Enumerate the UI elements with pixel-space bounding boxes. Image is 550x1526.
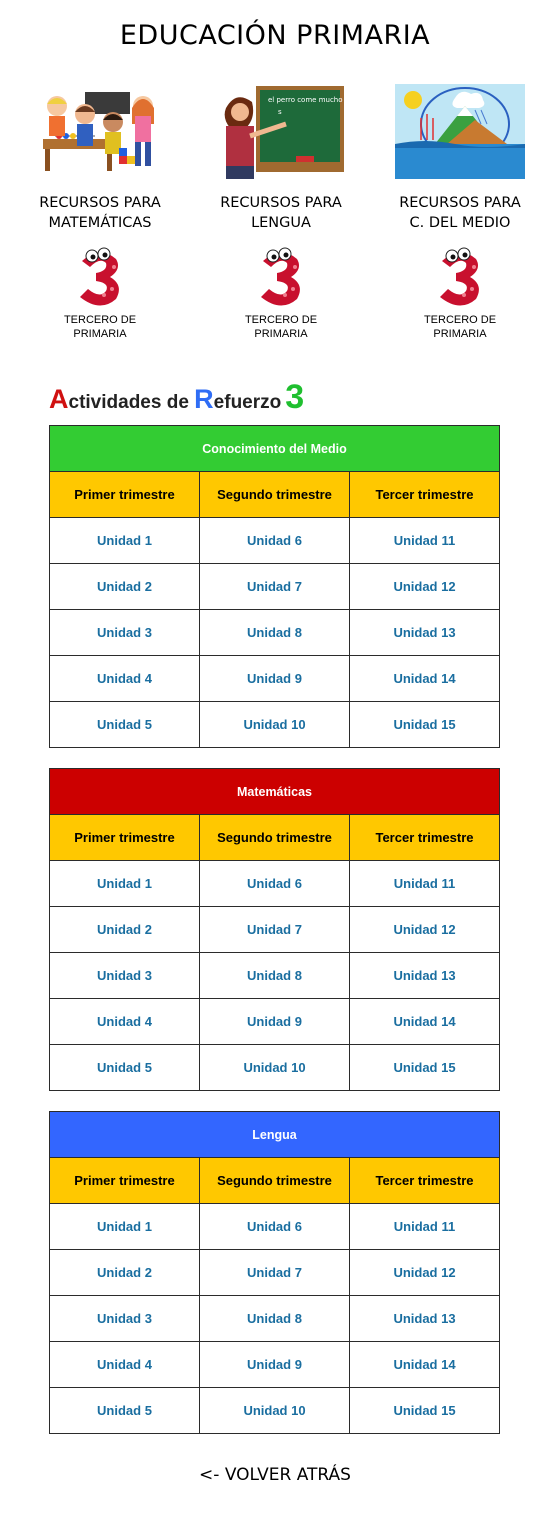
table-cell [350, 1296, 500, 1342]
table-cell [200, 1342, 350, 1388]
unit-link[interactable]: Unidad 8 [247, 967, 302, 983]
table-cell [350, 1045, 500, 1091]
table-cell [50, 1045, 200, 1091]
unit-link[interactable]: Unidad 1 [97, 875, 152, 891]
refuerzo-heading [49, 378, 304, 417]
unit-link[interactable]: Unidad 5 [97, 716, 152, 732]
table-cell [50, 564, 200, 610]
table-cell [350, 702, 500, 748]
heading-cap-r: R [194, 384, 214, 414]
unit-link[interactable]: Unidad 14 [393, 1356, 456, 1372]
unit-link[interactable]: Unidad 10 [243, 1059, 306, 1075]
number-three-icon[interactable] [74, 247, 126, 309]
unit-link[interactable]: Unidad 2 [97, 1264, 152, 1280]
heading-text-r: efuerzo [213, 392, 282, 413]
table-row [50, 1204, 500, 1250]
table-row [50, 1342, 500, 1388]
resource-label-matematicas[interactable]: RECURSOS PARA MATEMÁTICAS [39, 195, 161, 231]
table-lengua [49, 1111, 500, 1434]
unit-link[interactable]: Unidad 7 [247, 1264, 302, 1280]
table-cell [350, 564, 500, 610]
table-cell [50, 656, 200, 702]
resource-matematicas [20, 84, 180, 341]
table-cell [50, 1250, 200, 1296]
table-cell [200, 518, 350, 564]
resource-label-medio[interactable]: RECURSOS PARA C. DEL MEDIO [399, 195, 521, 231]
table-cell [350, 999, 500, 1045]
table-cell [50, 518, 200, 564]
grade-label-medio[interactable]: TERCERO DE PRIMARIA [423, 314, 497, 340]
unit-link[interactable]: Unidad 13 [393, 624, 456, 640]
table-cell [50, 1388, 200, 1434]
unit-link[interactable]: Unidad 10 [243, 716, 306, 732]
table-cell [200, 1388, 350, 1434]
unit-link[interactable]: Unidad 3 [97, 967, 152, 983]
unit-link[interactable]: Unidad 4 [97, 1356, 152, 1372]
resources-section [0, 84, 550, 374]
table-cell [350, 907, 500, 953]
table-cell [200, 1204, 350, 1250]
table-cell [50, 953, 200, 999]
table-row [50, 1388, 500, 1434]
term-header: Tercer trimestre [350, 1158, 500, 1204]
svg-text:s: s [278, 108, 282, 116]
term-header: Primer trimestre [50, 1158, 200, 1204]
unit-link[interactable]: Unidad 11 [393, 875, 456, 891]
table-cell [50, 999, 200, 1045]
resource-label-lengua[interactable]: RECURSOS PARA LENGUA [220, 195, 342, 231]
unit-link[interactable]: Unidad 6 [247, 875, 302, 891]
table-cell [200, 953, 350, 999]
table-title: Lengua [50, 1112, 500, 1158]
unit-link[interactable]: Unidad 8 [247, 624, 302, 640]
unit-link[interactable]: Unidad 9 [247, 1013, 302, 1029]
unit-link[interactable]: Unidad 11 [393, 532, 456, 548]
table-cell [200, 656, 350, 702]
table-row [50, 953, 500, 999]
table-row [50, 907, 500, 953]
table-cell [50, 702, 200, 748]
table-cell [50, 861, 200, 907]
unit-link[interactable]: Unidad 9 [247, 670, 302, 686]
table-cell [350, 1342, 500, 1388]
table-cell [350, 953, 500, 999]
unit-link[interactable]: Unidad 14 [393, 1013, 456, 1029]
unit-link[interactable]: Unidad 8 [247, 1310, 302, 1326]
table-cell [50, 1342, 200, 1388]
grade-label-matematicas[interactable]: TERCERO DE PRIMARIA [63, 314, 137, 340]
unit-link[interactable]: Unidad 6 [247, 1218, 302, 1234]
table-cell [200, 564, 350, 610]
table-row [50, 564, 500, 610]
table-row [50, 1045, 500, 1091]
table-matematicas [49, 768, 500, 1091]
term-header: Segundo trimestre [200, 815, 350, 861]
table-cell [350, 861, 500, 907]
unit-link[interactable]: Unidad 12 [393, 1264, 456, 1280]
table-cell [200, 907, 350, 953]
table-cell [200, 1045, 350, 1091]
teacher-at-blackboard-illustration[interactable] [216, 84, 346, 179]
table-cell [50, 1296, 200, 1342]
term-header: Segundo trimestre [200, 1158, 350, 1204]
grade-label-lengua[interactable]: TERCERO DE PRIMARIA [244, 314, 318, 340]
unit-link[interactable]: Unidad 11 [393, 1218, 456, 1234]
table-cell [200, 999, 350, 1045]
term-header: Primer trimestre [50, 815, 200, 861]
number-three-icon[interactable] [434, 247, 486, 309]
table-cell [200, 861, 350, 907]
unit-link[interactable]: Unidad 12 [393, 921, 456, 937]
table-row [50, 1296, 500, 1342]
table-row [50, 1250, 500, 1296]
table-row [50, 518, 500, 564]
unit-link[interactable]: Unidad 12 [393, 578, 456, 594]
unit-link[interactable]: Unidad 1 [97, 1218, 152, 1234]
water-cycle-illustration[interactable] [395, 84, 525, 179]
unit-link[interactable]: Unidad 15 [393, 1402, 456, 1418]
table-cell [350, 518, 500, 564]
unit-link[interactable]: Unidad 14 [393, 670, 456, 686]
kids-with-abacus-illustration[interactable] [35, 84, 165, 179]
table-cell [350, 1388, 500, 1434]
table-title: Conocimiento del Medio [50, 426, 500, 472]
table-cell [50, 907, 200, 953]
unit-link[interactable]: Unidad 13 [393, 967, 456, 983]
table-title: Matemáticas [50, 769, 500, 815]
table-cell [350, 656, 500, 702]
heading-cap-a: A [49, 384, 69, 414]
table-row [50, 861, 500, 907]
unit-link[interactable]: Unidad 1 [97, 532, 152, 548]
table-cell [200, 610, 350, 656]
number-three-icon[interactable] [255, 247, 307, 309]
blackboard-text: el perro come mucho [268, 96, 343, 104]
term-header: Tercer trimestre [350, 815, 500, 861]
unit-link[interactable]: Unidad 3 [97, 624, 152, 640]
unit-link[interactable]: Unidad 3 [97, 1310, 152, 1326]
table-conocimiento-medio [49, 425, 500, 748]
unit-link[interactable]: Unidad 4 [97, 670, 152, 686]
heading-text-a: ctividades de [68, 392, 195, 413]
table-row [50, 999, 500, 1045]
page-title: EDUCACIÓN PRIMARIA [119, 20, 431, 51]
term-header: Primer trimestre [50, 472, 200, 518]
unit-link[interactable]: Unidad 2 [97, 578, 152, 594]
table-row [50, 656, 500, 702]
unit-link[interactable]: Unidad 5 [97, 1059, 152, 1075]
table-row [50, 610, 500, 656]
table-row [50, 702, 500, 748]
table-cell [200, 702, 350, 748]
unit-link[interactable]: Unidad 5 [97, 1402, 152, 1418]
table-cell [200, 1250, 350, 1296]
term-header: Tercer trimestre [350, 472, 500, 518]
unit-link[interactable]: Unidad 4 [97, 1013, 152, 1029]
unit-link[interactable]: Unidad 13 [393, 1310, 456, 1326]
resource-lengua [201, 84, 361, 341]
term-header: Segundo trimestre [200, 472, 350, 518]
back-link[interactable]: <- VOLVER ATRÁS [199, 1465, 351, 1485]
table-cell [350, 1250, 500, 1296]
table-cell [350, 610, 500, 656]
unit-link[interactable]: Unidad 6 [247, 532, 302, 548]
unit-link[interactable]: Unidad 2 [97, 921, 152, 937]
table-cell [50, 1204, 200, 1250]
table-cell [350, 1204, 500, 1250]
heading-number: 3 [285, 378, 305, 416]
table-cell [200, 1296, 350, 1342]
unit-link[interactable]: Unidad 15 [393, 1059, 456, 1075]
table-cell [50, 610, 200, 656]
unit-link[interactable]: Unidad 15 [393, 716, 456, 732]
unit-link[interactable]: Unidad 10 [243, 1402, 306, 1418]
unit-link[interactable]: Unidad 7 [247, 921, 302, 937]
unit-link[interactable]: Unidad 9 [247, 1356, 302, 1372]
unit-link[interactable]: Unidad 7 [247, 578, 302, 594]
resource-medio [380, 84, 540, 341]
